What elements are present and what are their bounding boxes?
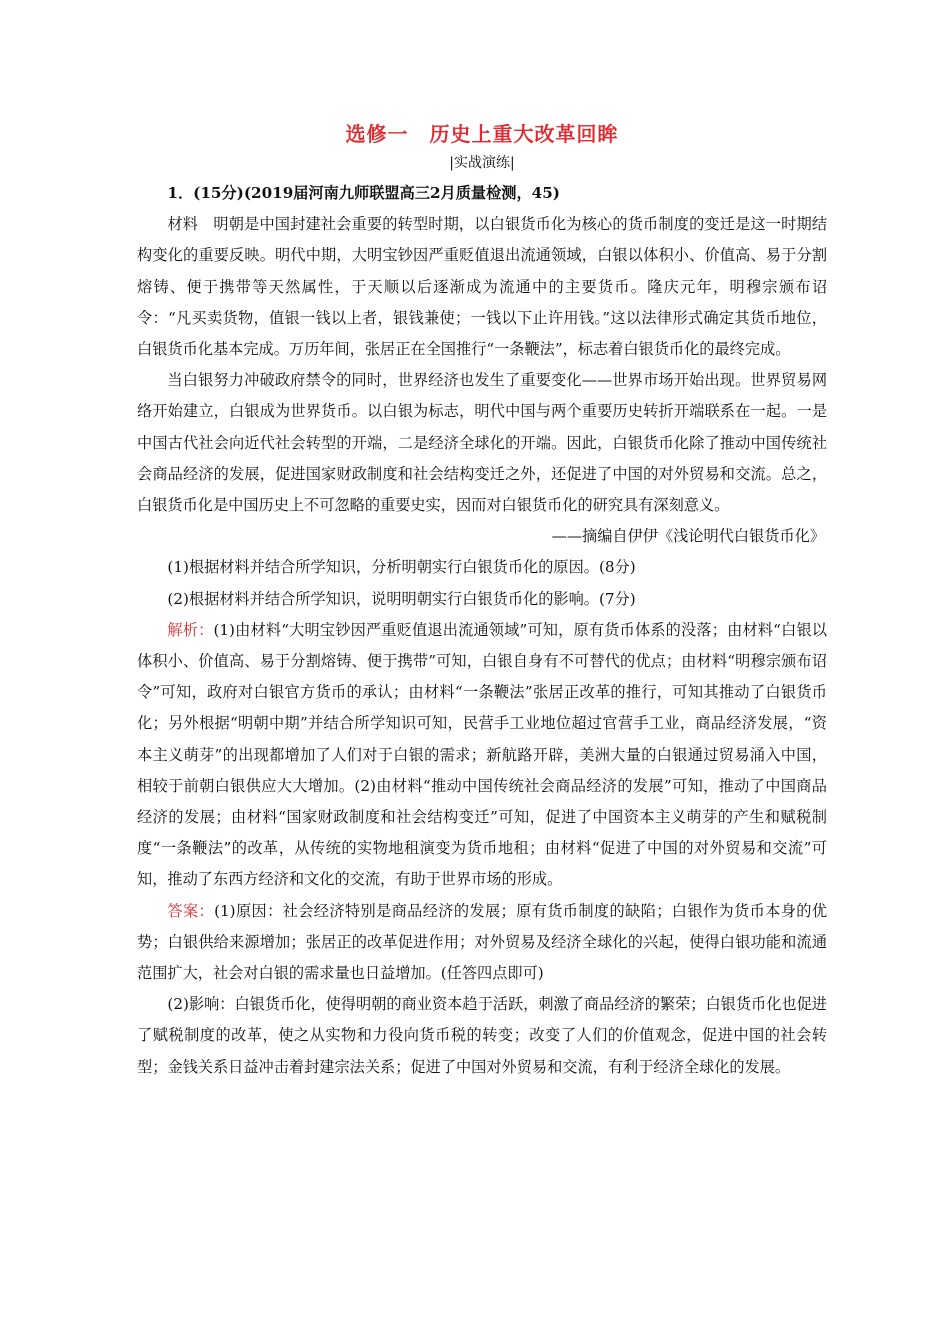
- material-paragraph-1: 材料 明朝是中国封建社会重要的转型时期，以白银货币化为核心的货币制度的变迁是这一时期结构变化的重要反映。明代中期，大明宝钞因严重贬值退出流通领域，白银以体积小、价值高、易于分割熔铸、便于携带等天然属性，于天顺以后逐渐成为流通中的主要货币。隆庆元年，明穆宗颁布诏令：“凡买卖货物，值银一钱以上者，银钱兼使；一钱以下止许用钱。”这以法律形式确定其货币地位，白银货币化基本完成。万历年间，张居正在全国推行“一条鞭法”，标志着白银货币化的最终完成。: [137, 215, 827, 359]
- answer-label: 答案：: [167, 901, 215, 920]
- analysis-text: (1)由材料“大明宝钞因严重贬值退出流通领域”可知，原有货币体系的没落；由材料“白银以体积小、价值高、易于分割熔铸、便于携带”可知，白银自身有不可替代的优点；由材料“明穆宗颁布诏令”可知，政府对白银官方货币的承认；由材料“一条鞭法”张居正改革的推行，可知其推动了白银货币化；另外根据“明朝中期”并结合所学知识可知，民营手工业地位超过官营手工业，商品经济发展，“资本主义萌芽”的出现都增加了人们对于白银的需求；新航路开辟，美洲大量的白银通过贸易涌入中国，相较于前朝白银供应大大增加。(2)由材料“推动中国传统社会商品经济的发展”可知，推动了中国商品经济的发展；由材料“国家财政制度和社会结构变迁”可知，促进了中国资本主义萌芽的产生和赋税制度“一条鞭法”的改革，从传统的实物地租演变为货币地租；由材料“促进了中国的对外贸易和交流”可知，推动了东西方经济和文化的交流，有助于世界市场的形成。: [137, 620, 828, 889]
- page-title: 选修一 历史上重大改革回眸: [345, 122, 619, 146]
- material-source: ——摘编自伊伊《浅论明代白银货币化》: [551, 527, 825, 546]
- section-tag: |实战演练|: [449, 155, 515, 171]
- document-content: [137, 118, 827, 1083]
- material-paragraph-2: 当白银努力冲破政府禁令的同时，世界经济也发生了重要变化——世界市场开始出现。世界贸易网络开始建立，白银成为世界货币。以白银为标志，明代中国与两个重要历史转折开端联系在一起。一是中国古代社会向近代社会转型的开端，二是经济全球化的开端。因此，白银货币化除了推动中国传统社会商品经济的发展，促进国家财政制度和社会结构变迁之外，还促进了中国的对外贸易和交流。总之，白银货币化是中国历史上不可忽略的重要史实，因而对白银货币化的研究具有深刻意义。: [137, 371, 827, 515]
- answer-block: [137, 896, 827, 990]
- question-stem: [137, 178, 827, 209]
- analysis-label: 解析：: [167, 620, 214, 639]
- analysis-block: [137, 615, 827, 896]
- answer-part-2: (2)影响：白银货币化，使得明朝的商业资本趋于活跃，刺激了商品经济的繁荣；白银货币化也促进了赋税制度的改革，使之从实物和力役向货币税的转变；改变了人们的价值观念，促进中国的社会转型；金钱关系日益冲击着封建宗法关系；促进了中国对外贸易和交流，有利于经济全球化的发展。: [137, 995, 827, 1076]
- answer-part-1: (1)原因：社会经济特别是商品经济的发展；原有货币制度的缺陷；白银作为货币本身的优势；白银供给来源增加；张居正的改革促进作用；对外贸易及经济全球化的兴起，使得白银功能和流通范围扩大，社会对白银的需求量也日益增加。(任答四点即可): [137, 901, 828, 983]
- sub-question-1: (1)根据材料并结合所学知识，分析明朝实行白银货币化的原因。(8分): [167, 558, 636, 577]
- sub-question-2: (2)根据材料并结合所学知识，说明明朝实行白银货币化的影响。(7分): [167, 589, 636, 608]
- question-stem-text: 1．(15分)(2019届河南九师联盟高三2月质量检测，45): [167, 184, 560, 202]
